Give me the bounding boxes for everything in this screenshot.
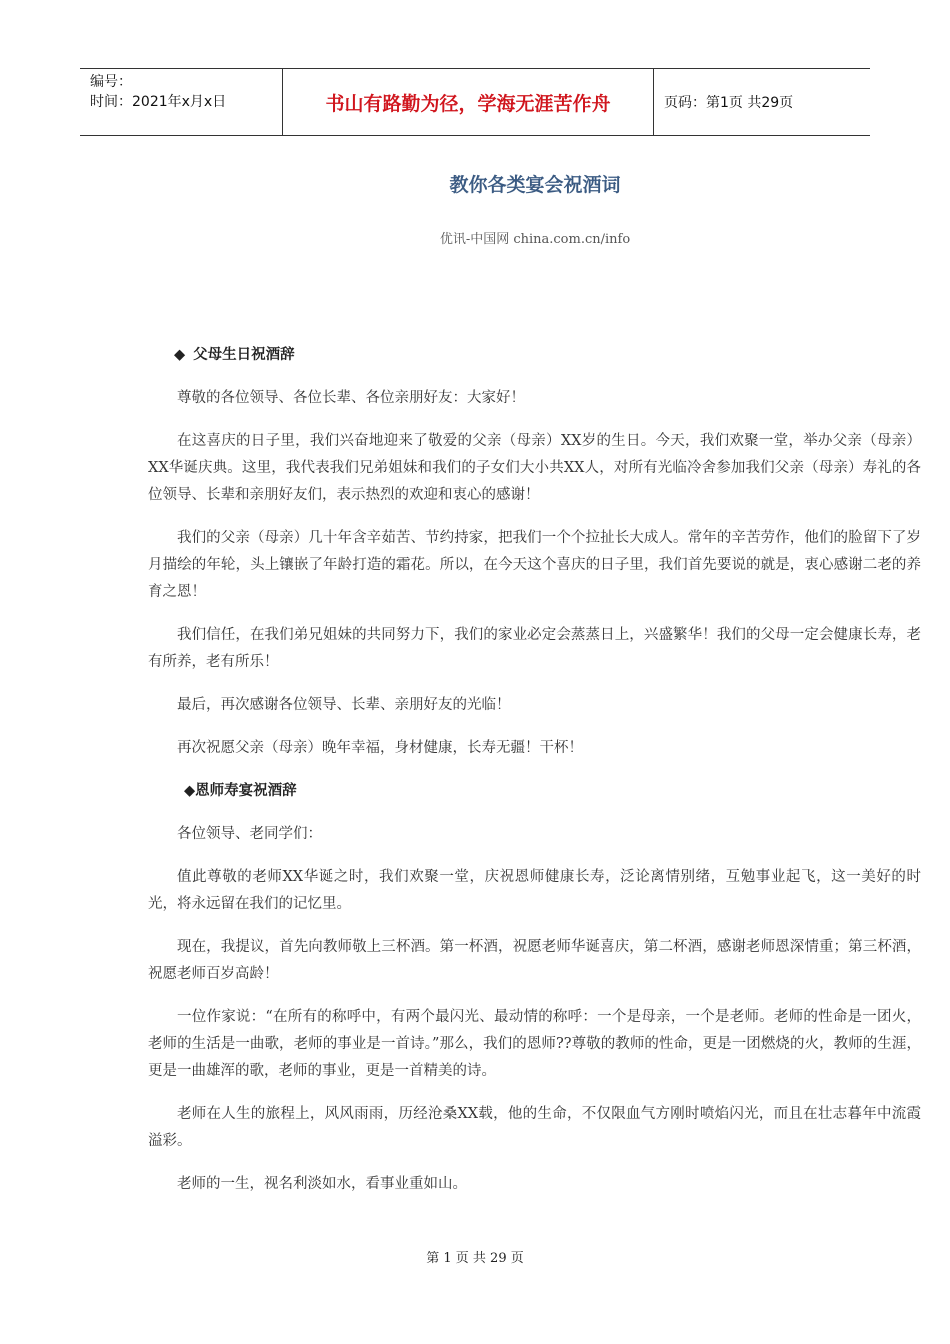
section-heading <box>148 778 921 805</box>
header-motto: 书山有路勤为径，学海无涯苦作舟 <box>282 69 654 135</box>
document-source: 优讯-中国网 china.com.cn/info <box>439 232 631 247</box>
paragraph: 各位领导、老同学们： <box>177 826 322 842</box>
paragraph: 老师在人生的旅程上，风风雨雨，历经沧桑XX载，他的生命，不仅限血气方刚时喷焰闪光，而且在壮志暮年中流霞溢彩。 <box>148 1106 921 1149</box>
paragraph: 一位作家说：“在所有的称呼中，有两个最闪光、最动情的称呼：一个是母亲，一个是老师。老师的性命是一团火，老师的生活是一曲歌，老师的事业是一首诗。”那么，我们的恩师??尊敬的教师的性命，更是一团燃烧的火，教师的生涯，更是一曲雄浑的歌，老师的事业，更是一首精美的诗。 <box>148 1009 921 1079</box>
paragraph: 我们的父亲（母亲）几十年含辛茹苦、节约持家，把我们一个个拉扯长大成人。常年的辛苦劳作，他们的脸留下了岁月描绘的年轮，头上镶嵌了年龄打造的霜花。所以，在今天这个喜庆的日子里，我们首先要说的就是，衷心感谢二老的养育之恩！ <box>148 530 921 600</box>
document-title: 教你各类宴会祝酒词 <box>449 174 621 196</box>
document-body <box>148 342 921 1214</box>
section-heading-text: 父母生日祝酒辞 <box>193 347 295 363</box>
time-label: 时间：2021年x月x日 <box>90 94 227 110</box>
header-meta <box>80 69 282 135</box>
paragraph: 尊敬的各位领导、各位长辈、各位亲朋好友：大家好！ <box>177 390 525 406</box>
paragraph: 再次祝愿父亲（母亲）晚年幸福，身材健康，长寿无疆！干杯！ <box>177 740 583 756</box>
paragraph: 老师的一生，视名利淡如水，看事业重如山。 <box>177 1176 467 1192</box>
diamond-bullet-icon: ◆ <box>174 347 186 363</box>
header-page-info: 页码：第1页 共29页 <box>664 95 794 111</box>
paragraph: 我们信任，在我们弟兄姐妹的共同努力下，我们的家业必定会蒸蒸日上，兴盛繁华！我们的父母一定会健康长寿，老有所养，老有所乐！ <box>148 627 921 670</box>
paragraph: 现在，我提议，首先向教师敬上三杯酒。第一杯酒，祝愿老师华诞喜庆，第二杯酒，感谢老师恩深情重；第三杯酒，祝愿老师百岁高龄！ <box>148 939 921 982</box>
paragraph: 在这喜庆的日子里，我们兴奋地迎来了敬爱的父亲（母亲）XX岁的生日。今天，我们欢聚一堂，举办父亲（母亲）XX华诞庆典。这里，我代表我们兄弟姐妹和我们的子女们大小共XX人，对所有光临冷舍参加我们父亲（母亲）寿礼的各位领导、长辈和亲朋好友们，表示热烈的欢迎和衷心的感谢！ <box>148 433 921 503</box>
paragraph: 值此尊敬的老师XX华诞之时，我们欢聚一堂，庆祝恩师健康长寿，泛论离情别绪，互勉事业起飞，这一美好的时光，将永远留在我们的记忆里。 <box>148 869 921 912</box>
page-header <box>80 68 870 136</box>
number-label: 编号： <box>90 74 132 90</box>
section-heading <box>148 342 921 369</box>
diamond-bullet-icon: ◆ <box>184 783 196 799</box>
section-heading-text: 恩师寿宴祝酒辞 <box>195 783 297 799</box>
page-footer: 第 1 页 共 29 页 <box>426 1251 524 1266</box>
paragraph: 最后，再次感谢各位领导、长辈、亲朋好友的光临！ <box>177 697 511 713</box>
